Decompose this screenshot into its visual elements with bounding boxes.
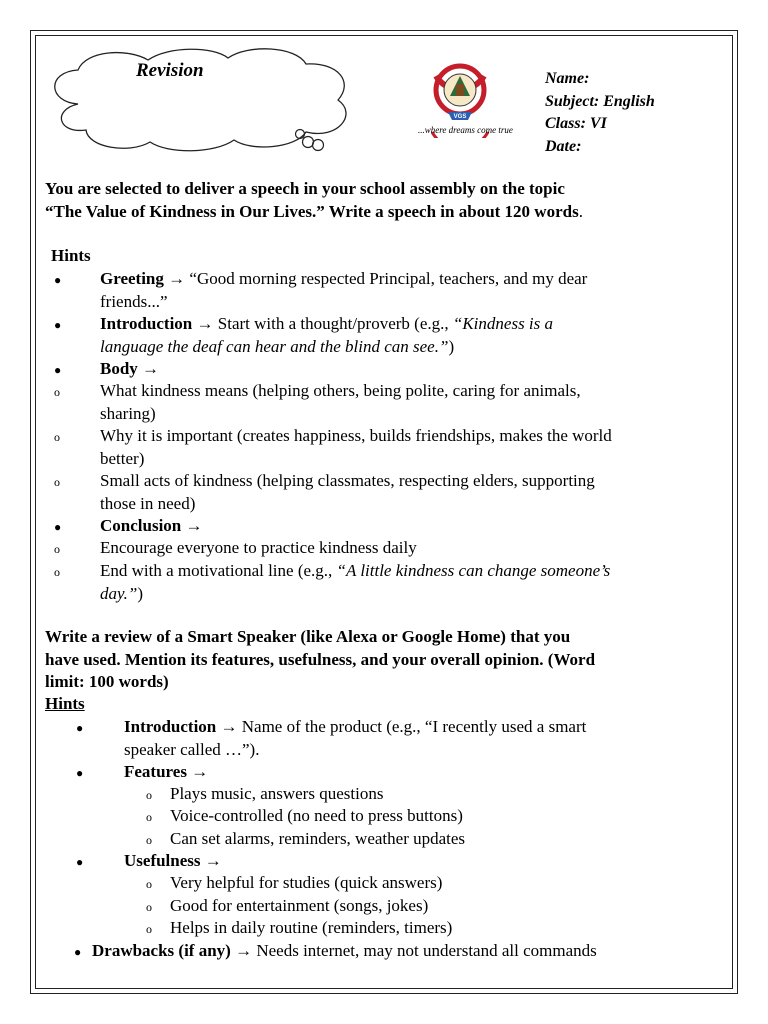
q2-intro-text-2: speaker called …”).: [124, 739, 260, 759]
intro-quote-1: “Kindness is a: [452, 314, 554, 333]
hints-title-2: Hints: [45, 694, 85, 713]
bullet-dot: ●: [54, 273, 62, 287]
q2-hint-introduction: [124, 716, 724, 761]
hints-title-1: Hints: [51, 246, 91, 265]
intro-quote-2: language the deaf can hear and the blind can see.”: [100, 336, 449, 356]
usefulness-item: Good for entertainment (songs, jokes): [170, 896, 429, 915]
question-1-line-2: [45, 201, 725, 224]
hint-introduction: [100, 313, 720, 358]
q2-hint-drawbacks: [92, 940, 732, 963]
question-1-line-1: You are selected to deliver a speech in your school assembly on the topic: [45, 179, 565, 198]
body-item-3: [100, 470, 720, 515]
svg-text:VGS: VGS: [453, 114, 467, 120]
body-item-1-b: sharing): [100, 403, 156, 423]
bullet-circle: o: [54, 565, 60, 579]
bullet-circle: o: [146, 810, 152, 824]
bullet-circle: o: [146, 900, 152, 914]
bullet-dot: ●: [54, 318, 62, 332]
feature-item: Plays music, answers questions: [170, 784, 384, 803]
logo-tagline: ...where dreams come true: [418, 125, 513, 135]
feature-item: Voice-controlled (no need to press buttons): [170, 806, 463, 825]
hint-conclusion-label: Conclusion →: [100, 516, 203, 535]
body-item-3-a: Small acts of kindness (helping classmates, respecting elders, supporting: [100, 471, 595, 490]
greeting-text-2: friends...”: [100, 291, 168, 311]
intro-text: → Start with a thought/proverb (e.g.,: [192, 314, 453, 333]
usefulness-item: Very helpful for studies (quick answers): [170, 873, 443, 892]
class-field-label: Class: VI: [545, 115, 607, 132]
drawbacks-label: Drawbacks (if any): [92, 941, 231, 960]
bullet-dot: ●: [74, 945, 82, 959]
body-item-2: [100, 425, 725, 470]
q2-usefulness-label: Usefulness →: [124, 851, 222, 870]
body-item-1-a: What kindness means (helping others, being polite, caring for animals,: [100, 381, 581, 400]
q2-features-label: Features →: [124, 762, 209, 781]
bullet-dot: ●: [54, 363, 62, 377]
conclusion-item-1: Encourage everyone to practice kindness daily: [100, 538, 417, 557]
intro-label: Introduction: [100, 314, 193, 333]
conclusion-item-2-quote-2: day.”: [100, 583, 138, 603]
conclusion-item-2: [100, 560, 725, 605]
bullet-circle: o: [146, 877, 152, 891]
question-2-line-1: Write a review of a Smart Speaker (like Alexa or Google Home) that you: [45, 627, 571, 646]
body-item-1: [100, 380, 720, 425]
name-field-label: Name:: [545, 70, 590, 87]
bullet-circle: o: [146, 788, 152, 802]
hint-body-label: Body →: [100, 359, 160, 378]
question-2-prompt: [45, 626, 725, 694]
conclusion-item-2-text: End with a motivational line (e.g.,: [100, 561, 337, 580]
revision-label: Revision: [136, 60, 204, 81]
date-field-label: Date:: [545, 137, 582, 155]
question-2-line-3: limit: 100 words): [45, 672, 169, 691]
body-item-2-b: better): [100, 448, 145, 468]
question-1-line-2-text: “The Value of Kindness in Our Lives.” Write a speech in about 120 words: [45, 201, 579, 221]
q2-intro-label: Introduction: [124, 717, 217, 736]
student-info: [545, 68, 655, 158]
bullet-circle: o: [54, 430, 60, 444]
hint-greeting: [100, 268, 720, 313]
q2-intro-text-1: → Name of the product (e.g., “I recently used a smart: [216, 717, 587, 736]
subject-field-label: Subject: English: [545, 92, 655, 110]
body-item-3-b: those in need): [100, 493, 196, 513]
question-1-prompt: [45, 178, 725, 223]
body-item-2-a: Why it is important (creates happiness, builds friendships, makes the world: [100, 426, 612, 445]
bullet-dot: ●: [76, 721, 84, 735]
feature-item: Can set alarms, reminders, weather updates: [170, 829, 466, 848]
bullet-dot: ●: [54, 520, 62, 534]
bullet-dot: ●: [76, 766, 84, 780]
bullet-circle: o: [146, 922, 152, 936]
bullet-dot: ●: [76, 855, 84, 869]
bullet-circle: o: [54, 542, 60, 556]
thought-cloud: [38, 44, 378, 162]
drawbacks-text: → Needs internet, may not understand all commands: [230, 941, 597, 960]
usefulness-item: Helps in daily routine (reminders, timers): [170, 918, 453, 937]
bullet-circle: o: [54, 385, 60, 399]
question-2-line-2: have used. Mention its features, usefulness, and your overall opinion. (Word: [45, 649, 596, 669]
intro-close: ): [448, 336, 455, 356]
greeting-text-1: → “Good morning respected Principal, teachers, and my dear: [163, 269, 588, 288]
conclusion-item-2-quote-1: “A little kindness can change someone’s: [336, 561, 611, 580]
bullet-circle: o: [146, 833, 152, 847]
conclusion-item-2-close: ): [137, 583, 143, 603]
bullet-circle: o: [54, 475, 60, 489]
question-1-period: .: [578, 201, 583, 221]
greeting-label: Greeting: [100, 269, 164, 288]
